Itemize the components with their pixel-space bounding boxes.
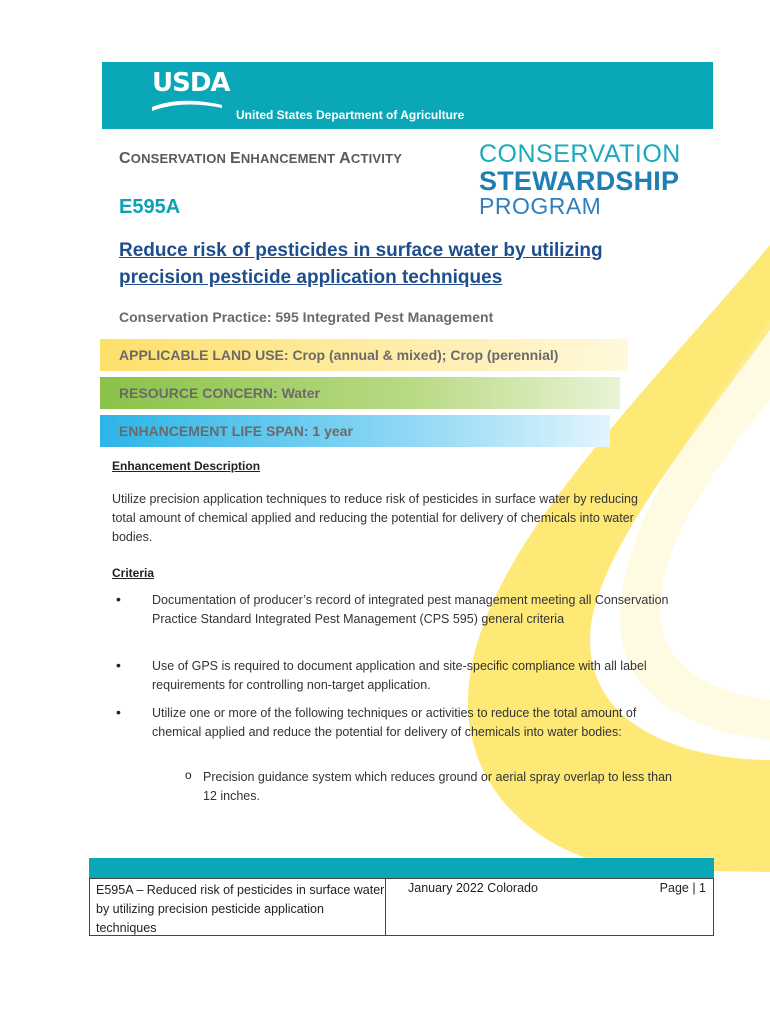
bullet-icon: • xyxy=(116,657,121,673)
land-use-band: APPLICABLE LAND USE: Crop (annual & mixed); Crop (perennial) xyxy=(100,339,628,371)
description-text: Utilize precision application techniques to reduce risk of pesticides in surface water by reducing total amount of chemical applied and reducing the potential for delivery of chemicals into water bodies. xyxy=(112,492,638,544)
usda-header-banner xyxy=(102,62,713,129)
footer-bar xyxy=(89,858,714,878)
csp-logo-line3: PROGRAM xyxy=(479,193,602,219)
bullet-icon: • xyxy=(116,704,121,720)
usda-department-name: United States Department of Agriculture xyxy=(236,108,465,122)
csp-logo xyxy=(479,142,681,218)
csp-logo-line2: STEWARDSHIP xyxy=(479,166,680,196)
criteria-sub-item: Precision guidance system which reduces ground or aerial spray overlap to less than 12 inches. xyxy=(203,770,672,803)
life-span-band: ENHANCEMENT LIFE SPAN: 1 year xyxy=(100,415,610,447)
usda-logo-text: USDA xyxy=(152,68,230,98)
enhancement-code: E595A xyxy=(119,196,181,218)
resource-concern-band: RESOURCE CONCERN: Water xyxy=(100,377,620,409)
bullet-icon: • xyxy=(116,591,121,607)
footer-table xyxy=(89,878,714,936)
footer-title: E595A – Reduced risk of pesticides in surface water by utilizing precision pesticide application techniques xyxy=(90,879,386,935)
enhancement-title: Reduce risk of pesticides in surface water by utilizing precision pesticide application techniques xyxy=(119,240,603,288)
criteria-heading: Criteria xyxy=(112,566,155,580)
activity-kicker: CONSERVATION ENHANCEMENT ACTIVITY xyxy=(119,150,403,167)
sub-bullet-icon: o xyxy=(185,768,192,782)
criteria-item: Documentation of producer’s record of integrated pest management meeting all Conservation Practice Standard Integrated Pest Management (CPS 595) general criteria xyxy=(152,593,669,626)
conservation-practice: Conservation Practice: 595 Integrated Pest Management xyxy=(119,309,494,325)
description-heading: Enhancement Description xyxy=(112,459,261,473)
usda-swoosh-icon xyxy=(152,97,222,113)
footer-page-number: Page | 1 xyxy=(659,881,706,895)
criteria-item: Use of GPS is required to document application and site-specific compliance with all label requirements for controlling non-target application. xyxy=(152,659,647,692)
csp-logo-line1: CONSERVATION xyxy=(479,140,681,168)
footer-date: January 2022 Colorado xyxy=(408,881,538,895)
criteria-item: Utilize one or more of the following techniques or activities to reduce the total amount of chemical applied and reduce the potential for delivery of chemicals into water bodies: xyxy=(152,706,637,739)
usda-logo xyxy=(152,70,230,113)
